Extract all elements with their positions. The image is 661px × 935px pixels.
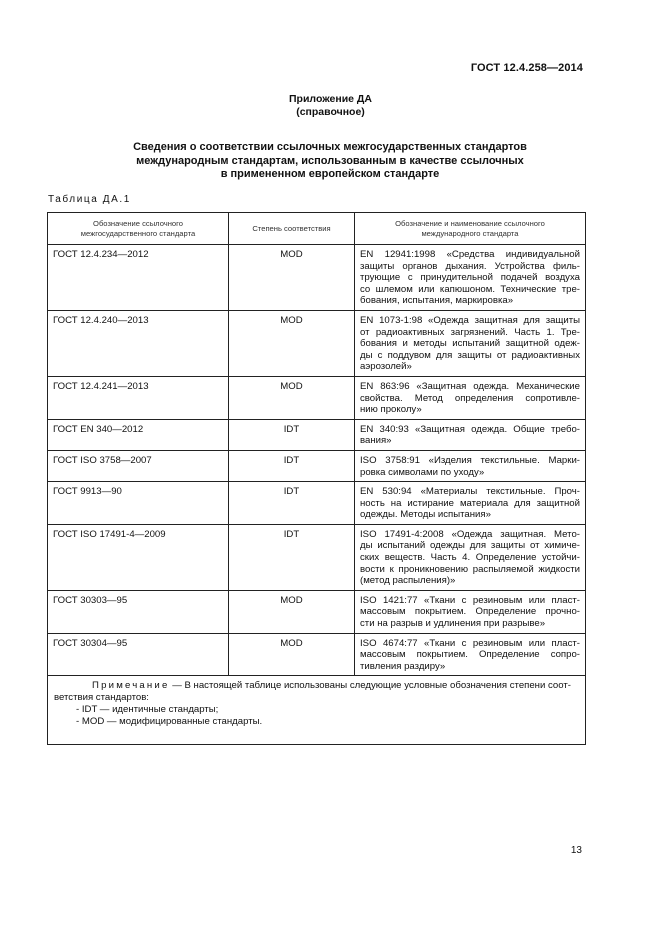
page-number: 13 <box>570 845 582 856</box>
annex-title: Приложение ДА <box>289 93 372 105</box>
cell-degree: IDT <box>229 524 355 590</box>
reference-line: ISO 4674:77 «Ткани с резиновым или пласт- <box>360 637 580 649</box>
annex-title-block <box>0 93 661 119</box>
cell-referenced-standard: ГОСТ 30304—95 <box>48 633 229 676</box>
table-caption: Таблица ДА.1 <box>48 194 131 205</box>
cell-degree: MOD <box>229 245 355 311</box>
heading-line: международным стандартам, использованным в качестве ссылочных <box>136 154 524 167</box>
cell-referenced-standard: ГОСТ 12.4.234—2012 <box>48 245 229 311</box>
annex-subtitle: (справочное) <box>296 106 365 118</box>
reference-line: трующие с принудительной подачей воздуха <box>360 272 580 284</box>
cell-degree: IDT <box>229 450 355 481</box>
cell-international-standard <box>355 376 586 419</box>
cell-degree: MOD <box>229 310 355 376</box>
cell-degree: MOD <box>229 590 355 633</box>
section-heading <box>90 141 570 182</box>
cell-international-standard <box>355 524 586 590</box>
reference-line: со шлемом или капюшоном. Технические тре- <box>360 283 580 295</box>
cell-international-standard <box>355 482 586 525</box>
reference-line: от радиоактивных загрязнений. Часть 1. Тре- <box>360 326 580 338</box>
document-code: ГОСТ 12.4.258—2014 <box>470 62 583 74</box>
header-international-standard: Обозначение и наименование ссылочного международного стандарта <box>355 213 586 245</box>
reference-line: свойства. Метод определения сопротивле- <box>360 392 580 404</box>
table-note <box>48 676 586 745</box>
heading-line: Сведения о соответствии ссылочных межгосударственных стандартов <box>133 141 527 153</box>
cell-degree: MOD <box>229 376 355 419</box>
table-row <box>48 450 586 481</box>
table-row <box>48 590 586 633</box>
cell-referenced-standard: ГОСТ 30303—95 <box>48 590 229 633</box>
cell-referenced-standard: ГОСТ 9913—90 <box>48 482 229 525</box>
note-label: Примечание <box>92 680 170 692</box>
reference-line: (метод распыления)» <box>360 575 456 587</box>
reference-line: ность на истирание материала для защитной <box>360 497 580 509</box>
reference-line: ISO 3758:91 «Изделия текстильные. Марки- <box>360 454 580 466</box>
reference-line: одежды. Методы испытания» <box>360 509 491 521</box>
reference-line: EN 12941:1998 «Средства индивидуальной <box>360 249 580 260</box>
heading-line: в примененном европейском стандарте <box>220 168 440 181</box>
reference-line: ды с поддувом для защиты от радиоактивных <box>360 349 580 361</box>
table-row <box>48 419 586 450</box>
cell-degree: IDT <box>229 482 355 525</box>
reference-line: EN 340:93 «Защитная одежда. Общие требо- <box>360 423 580 435</box>
reference-line: нию проколу» <box>360 404 422 416</box>
reference-line: сти на разрыв и удлинения при разрыве» <box>360 618 546 630</box>
cell-international-standard <box>355 590 586 633</box>
reference-line: ровка символами по уходу» <box>360 466 485 478</box>
cell-degree: IDT <box>229 419 355 450</box>
table-row <box>48 245 586 311</box>
reference-line: вости к проникновению распыляемой жидкости <box>360 563 580 575</box>
table-row <box>48 310 586 376</box>
cell-referenced-standard: ГОСТ ISO 3758—2007 <box>48 450 229 481</box>
header-degree: Степень соответствия <box>229 213 355 245</box>
table-header-row <box>48 213 586 245</box>
reference-line: аэрозолей» <box>360 361 412 373</box>
cell-referenced-standard: ГОСТ 12.4.241—2013 <box>48 376 229 419</box>
reference-line: ISO 17491-4:2008 «Одежда защитная. Мето- <box>360 528 580 540</box>
reference-line: бования, испытания, маркировка» <box>360 295 514 307</box>
reference-line: ды испытаний одежды для защиты от химиче- <box>360 540 580 552</box>
table-note-row <box>48 676 586 745</box>
cell-international-standard <box>355 419 586 450</box>
reference-line: ISO 1421:77 «Ткани с резиновым или пласт- <box>360 594 580 606</box>
table-row <box>48 633 586 676</box>
note-item: - MOD — модифицированные стандарты. <box>76 716 263 728</box>
note-text-cont: ветствия стандартов: <box>54 692 149 704</box>
cell-degree: MOD <box>229 633 355 676</box>
cell-international-standard <box>355 310 586 376</box>
reference-line: бования и методы испытаний защитной одеж- <box>360 338 580 350</box>
table-row <box>48 524 586 590</box>
header-referenced-standard: Обозначение ссылочного межгосударственного стандарта <box>48 213 229 245</box>
reference-line: тивления раздиру» <box>360 660 446 672</box>
reference-line: массовым покрытием. Определение прочно- <box>360 606 580 618</box>
reference-line: EN 1073-1:98 «Одежда защитная для защиты <box>360 314 580 326</box>
reference-line: вания» <box>360 435 392 447</box>
cell-referenced-standard: ГОСТ ISO 17491-4—2009 <box>48 524 229 590</box>
note-text: — В настоящей таблице использованы следующие условные обозначения степени соот- <box>169 680 571 692</box>
reference-line: защиты органов дыхания. Устройства филь- <box>360 260 580 272</box>
cell-international-standard <box>355 245 586 311</box>
note-item: - IDT — идентичные стандарты; <box>76 704 219 716</box>
cell-international-standard <box>355 450 586 481</box>
table-row <box>48 482 586 525</box>
reference-line: EN 530:94 «Материалы текстильные. Проч- <box>360 486 580 498</box>
cell-referenced-standard: ГОСТ EN 340—2012 <box>48 419 229 450</box>
reference-line: EN 863:96 «Защитная одежда. Механические <box>360 380 580 392</box>
table-row <box>48 376 586 419</box>
cell-international-standard <box>355 633 586 676</box>
correspondence-table <box>47 212 586 745</box>
reference-line: ских веществ. Часть 4. Определение устойчи- <box>360 552 580 564</box>
cell-referenced-standard: ГОСТ 12.4.240—2013 <box>48 310 229 376</box>
reference-line: массовым покрытием. Определение сопро- <box>360 649 580 661</box>
